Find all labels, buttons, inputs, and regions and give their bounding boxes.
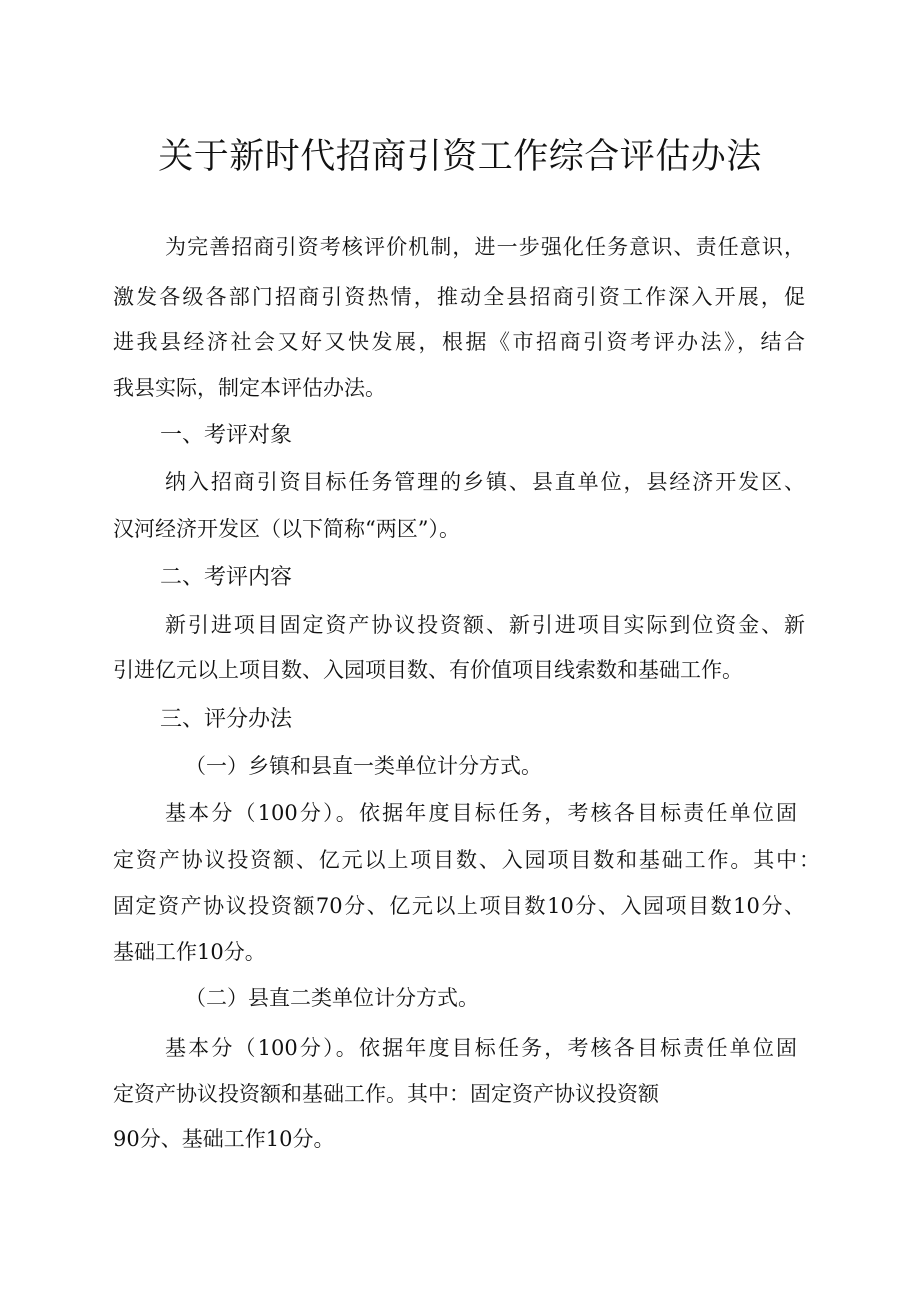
section-2-line-1: 新引进项目固定资产协议投资额、新引进项目实际到位资金、新: [165, 613, 805, 637]
subsection-1-line-2: 定资产协议投资额、亿元以上项目数、入园项目数和基础工作。其中：: [113, 848, 820, 872]
subsection-1-line-1: 基本分（100分）。依据年度目标任务，考核各目标责任单位固: [165, 801, 797, 825]
section-1-heading: 一、考评对象: [160, 423, 293, 448]
subsection-2-heading: （二）县直二类单位计分方式。: [185, 986, 479, 1010]
intro-line-1: 为完善招商引资考核评价机制，进一步强化任务意识、责任意识，: [165, 235, 805, 259]
subsection-2-line-3: 90分、基础工作10分。: [113, 1127, 335, 1151]
subsection-1-line-4: 基础工作10分。: [113, 940, 266, 964]
section-2-line-2: 引进亿元以上项目数、入园项目数、有价值项目线索数和基础工作。: [113, 658, 743, 682]
section-2-heading: 二、考评内容: [160, 565, 293, 590]
section-1-line-2: 汉河经济开发区（以下简称“两区”）。: [113, 517, 460, 541]
subsection-2-line-2: 定资产协议投资额和基础工作。其中：固定资产协议投资额: [113, 1082, 659, 1106]
subsection-2-line-1: 基本分（100分）。依据年度目标任务，考核各目标责任单位固: [165, 1036, 797, 1060]
subsection-1-line-3: 固定资产协议投资额70分、亿元以上项目数10分、入园项目数10分、: [113, 894, 805, 918]
intro-line-3: 进我县经济社会又好又快发展，根据《市招商引资考评办法》，结合: [113, 330, 805, 354]
intro-line-4: 我县实际，制定本评估办法。: [113, 376, 386, 400]
subsection-1-heading: （一）乡镇和县直一类单位计分方式。: [185, 754, 542, 778]
section-3-heading: 三、评分办法: [160, 707, 293, 732]
section-1-line-1: 纳入招商引资目标任务管理的乡镇、县直单位，县经济开发区、: [165, 470, 805, 494]
document-title: 关于新时代招商引资工作综合评估办法: [158, 137, 762, 177]
intro-line-2: 激发各级各部门招商引资热情，推动全县招商引资工作深入开展，促: [113, 285, 805, 309]
